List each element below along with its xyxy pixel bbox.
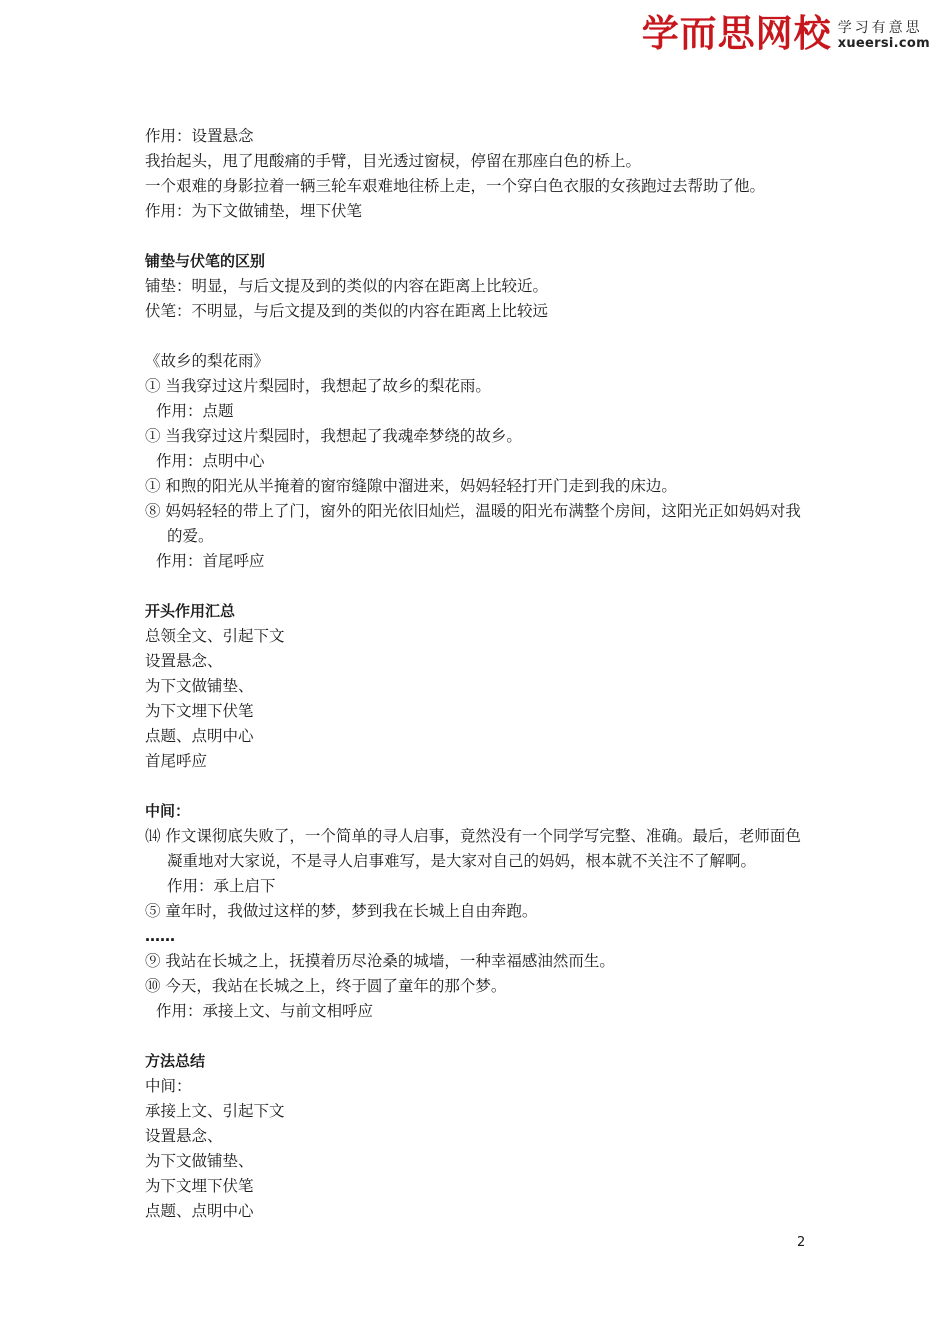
section-heading: 方法总结 <box>145 1052 206 1070</box>
paragraph-line: ① 当我穿过这片梨园时，我想起了故乡的梨花雨。 <box>145 377 491 395</box>
numbered-paragraph: ⒁ 作文课彻底失败了，一个简单的寻人启事，竟然没有一个同学写完整、准确。最后，老师面色凝重地对大家说，不是寻人启事难写，是大家对自己的妈妈，根本就不关注不了解啊。 <box>145 827 801 870</box>
paragraph-line: 作用：设置悬念 <box>145 127 254 145</box>
page-number: 2 <box>797 1235 806 1250</box>
brand-logo <box>642 12 930 56</box>
note-line: 作用：首尾呼应 <box>156 552 265 570</box>
paragraph-line: 设置悬念、 <box>145 652 223 670</box>
paragraph-line: 首尾呼应 <box>145 752 208 770</box>
note-line: 作用：点题 <box>156 402 234 420</box>
paragraph-line: 为下文埋下伏笔 <box>145 1177 254 1195</box>
numbered-paragraph: ⑧ 妈妈轻轻的带上了门，窗外的阳光依旧灿烂，温暖的阳光布满整个房间，这阳光正如妈妈对我的爱。 <box>145 502 801 545</box>
paragraph-line: 《故乡的梨花雨》 <box>145 352 270 370</box>
section-heading: 开头作用汇总 <box>145 602 236 620</box>
note-line: 作用：承上启下 <box>167 877 276 895</box>
paragraph-line: 中间： <box>145 1077 192 1095</box>
document-body <box>145 124 815 1224</box>
paragraph-line: 为下文埋下伏笔 <box>145 702 254 720</box>
paragraph-line: 作用：为下文做铺垫，埋下伏笔 <box>145 202 363 220</box>
blank-line <box>145 224 815 249</box>
logo-side <box>838 20 930 51</box>
paragraph-line: 一个艰难的身影拉着一辆三轮车艰难地往桥上走，一个穿白色衣服的女孩跑过去帮助了他。 <box>145 177 766 195</box>
paragraph-line: ① 当我穿过这片梨园时，我想起了我魂牵梦绕的故乡。 <box>145 427 522 445</box>
paragraph-line: ⑨ 我站在长城之上，抚摸着历尽沧桑的城墙，一种幸福感油然而生。 <box>145 952 615 970</box>
blank-line <box>145 574 815 599</box>
paragraph-line: 点题、点明中心 <box>145 727 254 745</box>
paragraph-line: 承接上文、引起下文 <box>145 1102 285 1120</box>
paragraph-line: 点题、点明中心 <box>145 1202 254 1220</box>
blank-line <box>145 774 815 799</box>
paragraph-line: 铺垫：明显，与后文提及到的类似的内容在距离上比较近。 <box>145 277 549 295</box>
note-line: 作用：点明中心 <box>156 452 265 470</box>
paragraph-line: 为下文做铺垫、 <box>145 1152 254 1170</box>
logo-url: xueersi.com <box>837 36 930 51</box>
section-heading: …… <box>145 927 175 945</box>
paragraph-line: ⑩ 今天，我站在长城之上，终于圆了童年的那个梦。 <box>145 977 507 995</box>
paragraph-line: 伏笔：不明显，与后文提及到的类似的内容在距离上比较远 <box>145 302 549 320</box>
section-heading: 中间： <box>145 802 191 820</box>
blank-line <box>145 1024 815 1049</box>
paragraph-line: 为下文做铺垫、 <box>145 677 254 695</box>
logo-slogan: 学习有意思 <box>837 20 923 36</box>
section-heading: 铺垫与伏笔的区别 <box>145 252 266 270</box>
note-line: 作用：承接上文、与前文相呼应 <box>156 1002 374 1020</box>
blank-line <box>145 324 815 349</box>
paragraph-line: ① 和煦的阳光从半掩着的窗帘缝隙中溜进来，妈妈轻轻打开门走到我的床边。 <box>145 477 677 495</box>
paragraph-line: ⑤ 童年时，我做过这样的梦，梦到我在长城上自由奔跑。 <box>145 902 538 920</box>
logo-text: 学而思网校 <box>641 12 832 55</box>
paragraph-line: 设置悬念、 <box>145 1127 223 1145</box>
paragraph-line: 总领全文、引起下文 <box>145 627 285 645</box>
paragraph-line: 我抬起头，甩了甩酸痛的手臂，目光透过窗棂，停留在那座白色的桥上。 <box>145 152 642 170</box>
